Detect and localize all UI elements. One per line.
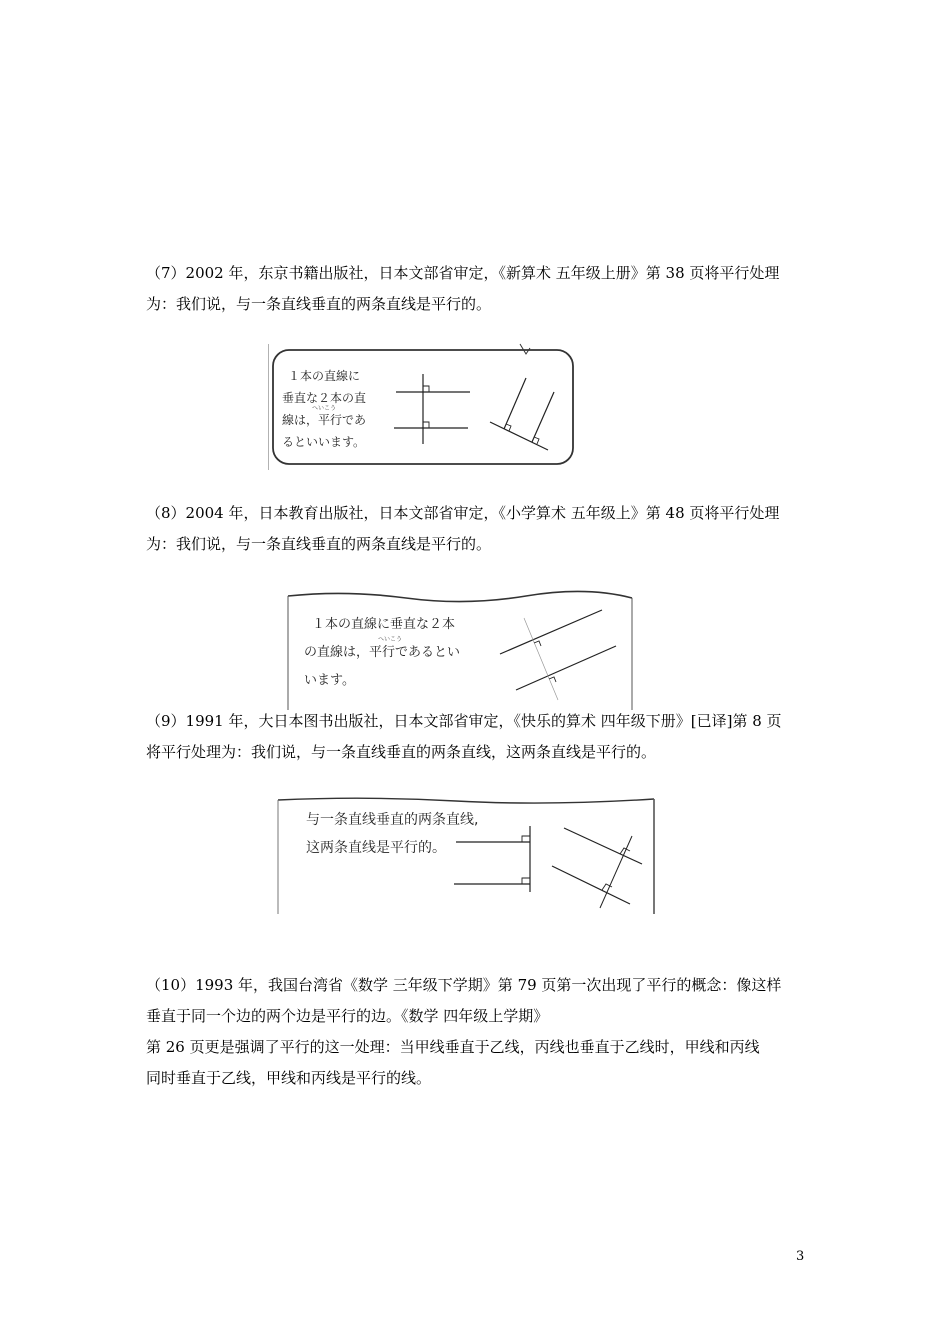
paragraph-8-line-2: 为：我们说，与一条直线垂直的两条直线是平行的。 — [146, 535, 492, 553]
figure-2-text-line-3: います。 — [304, 673, 355, 688]
figure-1-text-line-2: 垂直な２本の直 — [282, 391, 367, 405]
paragraph-10-line-4: 同时垂直于乙线，甲线和丙线是平行的线。 — [146, 1069, 432, 1087]
paragraph-9-line-1: （9）1991 年，大日本图书出版社，日本文部省审定，《快乐的算术 四年级下册》[已译]第 8 页 — [146, 712, 782, 730]
figure-1-drawing — [268, 340, 580, 470]
figure-3-textbook-scan — [276, 796, 656, 914]
figure-2-text-line-2: の直線は，平行であるとい — [304, 645, 461, 660]
figure-2-ruby: へいこう — [378, 636, 403, 643]
figure-1-textbook-scan — [268, 340, 580, 470]
paragraph-10 — [146, 970, 810, 1094]
paragraph-10-line-2: 垂直于同一个边的两个边是平行的边。《数学 四年级上学期》 — [146, 1007, 549, 1025]
paragraph-10-line-1: （10）1993 年，我国台湾省《数学 三年级下学期》第 79 页第一次出现了平行的概念：像这样 — [146, 976, 782, 994]
paragraph-7 — [146, 258, 810, 320]
paragraph-8-line-1: （8）2004 年，日本教育出版社，日本文部省审定，《小学算术 五年级上》第 48 页将平行处理 — [146, 504, 780, 522]
figure-2-textbook-scan — [286, 588, 634, 710]
figure-3-text-line-2: 这两条直线是平行的。 — [306, 840, 446, 856]
figure-3-text-line-1: 与一条直线垂直的两条直线, — [306, 812, 479, 828]
paragraph-7-line-2: 为：我们说，与一条直线垂直的两条直线是平行的。 — [146, 295, 492, 313]
figure-1-text-line-3: 線は，平行であ — [282, 413, 367, 427]
paragraph-9-line-2: 将平行处理为：我们说，与一条直线垂直的两条直线，这两条直线是平行的。 — [146, 743, 657, 761]
figure-1-text-line-1: １本の直線に — [288, 369, 361, 383]
figure-3-drawing — [276, 796, 656, 914]
paragraph-7-line-1: （7）2002 年，东京书籍出版社，日本文部省审定，《新算术 五年级上册》第 38 页将平行处理 — [146, 264, 780, 282]
paragraph-9 — [146, 706, 810, 768]
page-number: 3 — [796, 1249, 805, 1264]
figure-1-text-line-4: るといいます。 — [282, 435, 366, 449]
figure-2-drawing — [286, 588, 634, 710]
figure-1-ruby: へいこう — [312, 405, 337, 412]
paragraph-8 — [146, 498, 810, 560]
paragraph-10-line-3: 第 26 页更是强调了平行的这一处理：当甲线垂直于乙线，丙线也垂直于乙线时，甲线和丙线 — [146, 1038, 760, 1056]
figure-2-text-line-1: １本の直線に垂直な２本 — [312, 617, 456, 632]
